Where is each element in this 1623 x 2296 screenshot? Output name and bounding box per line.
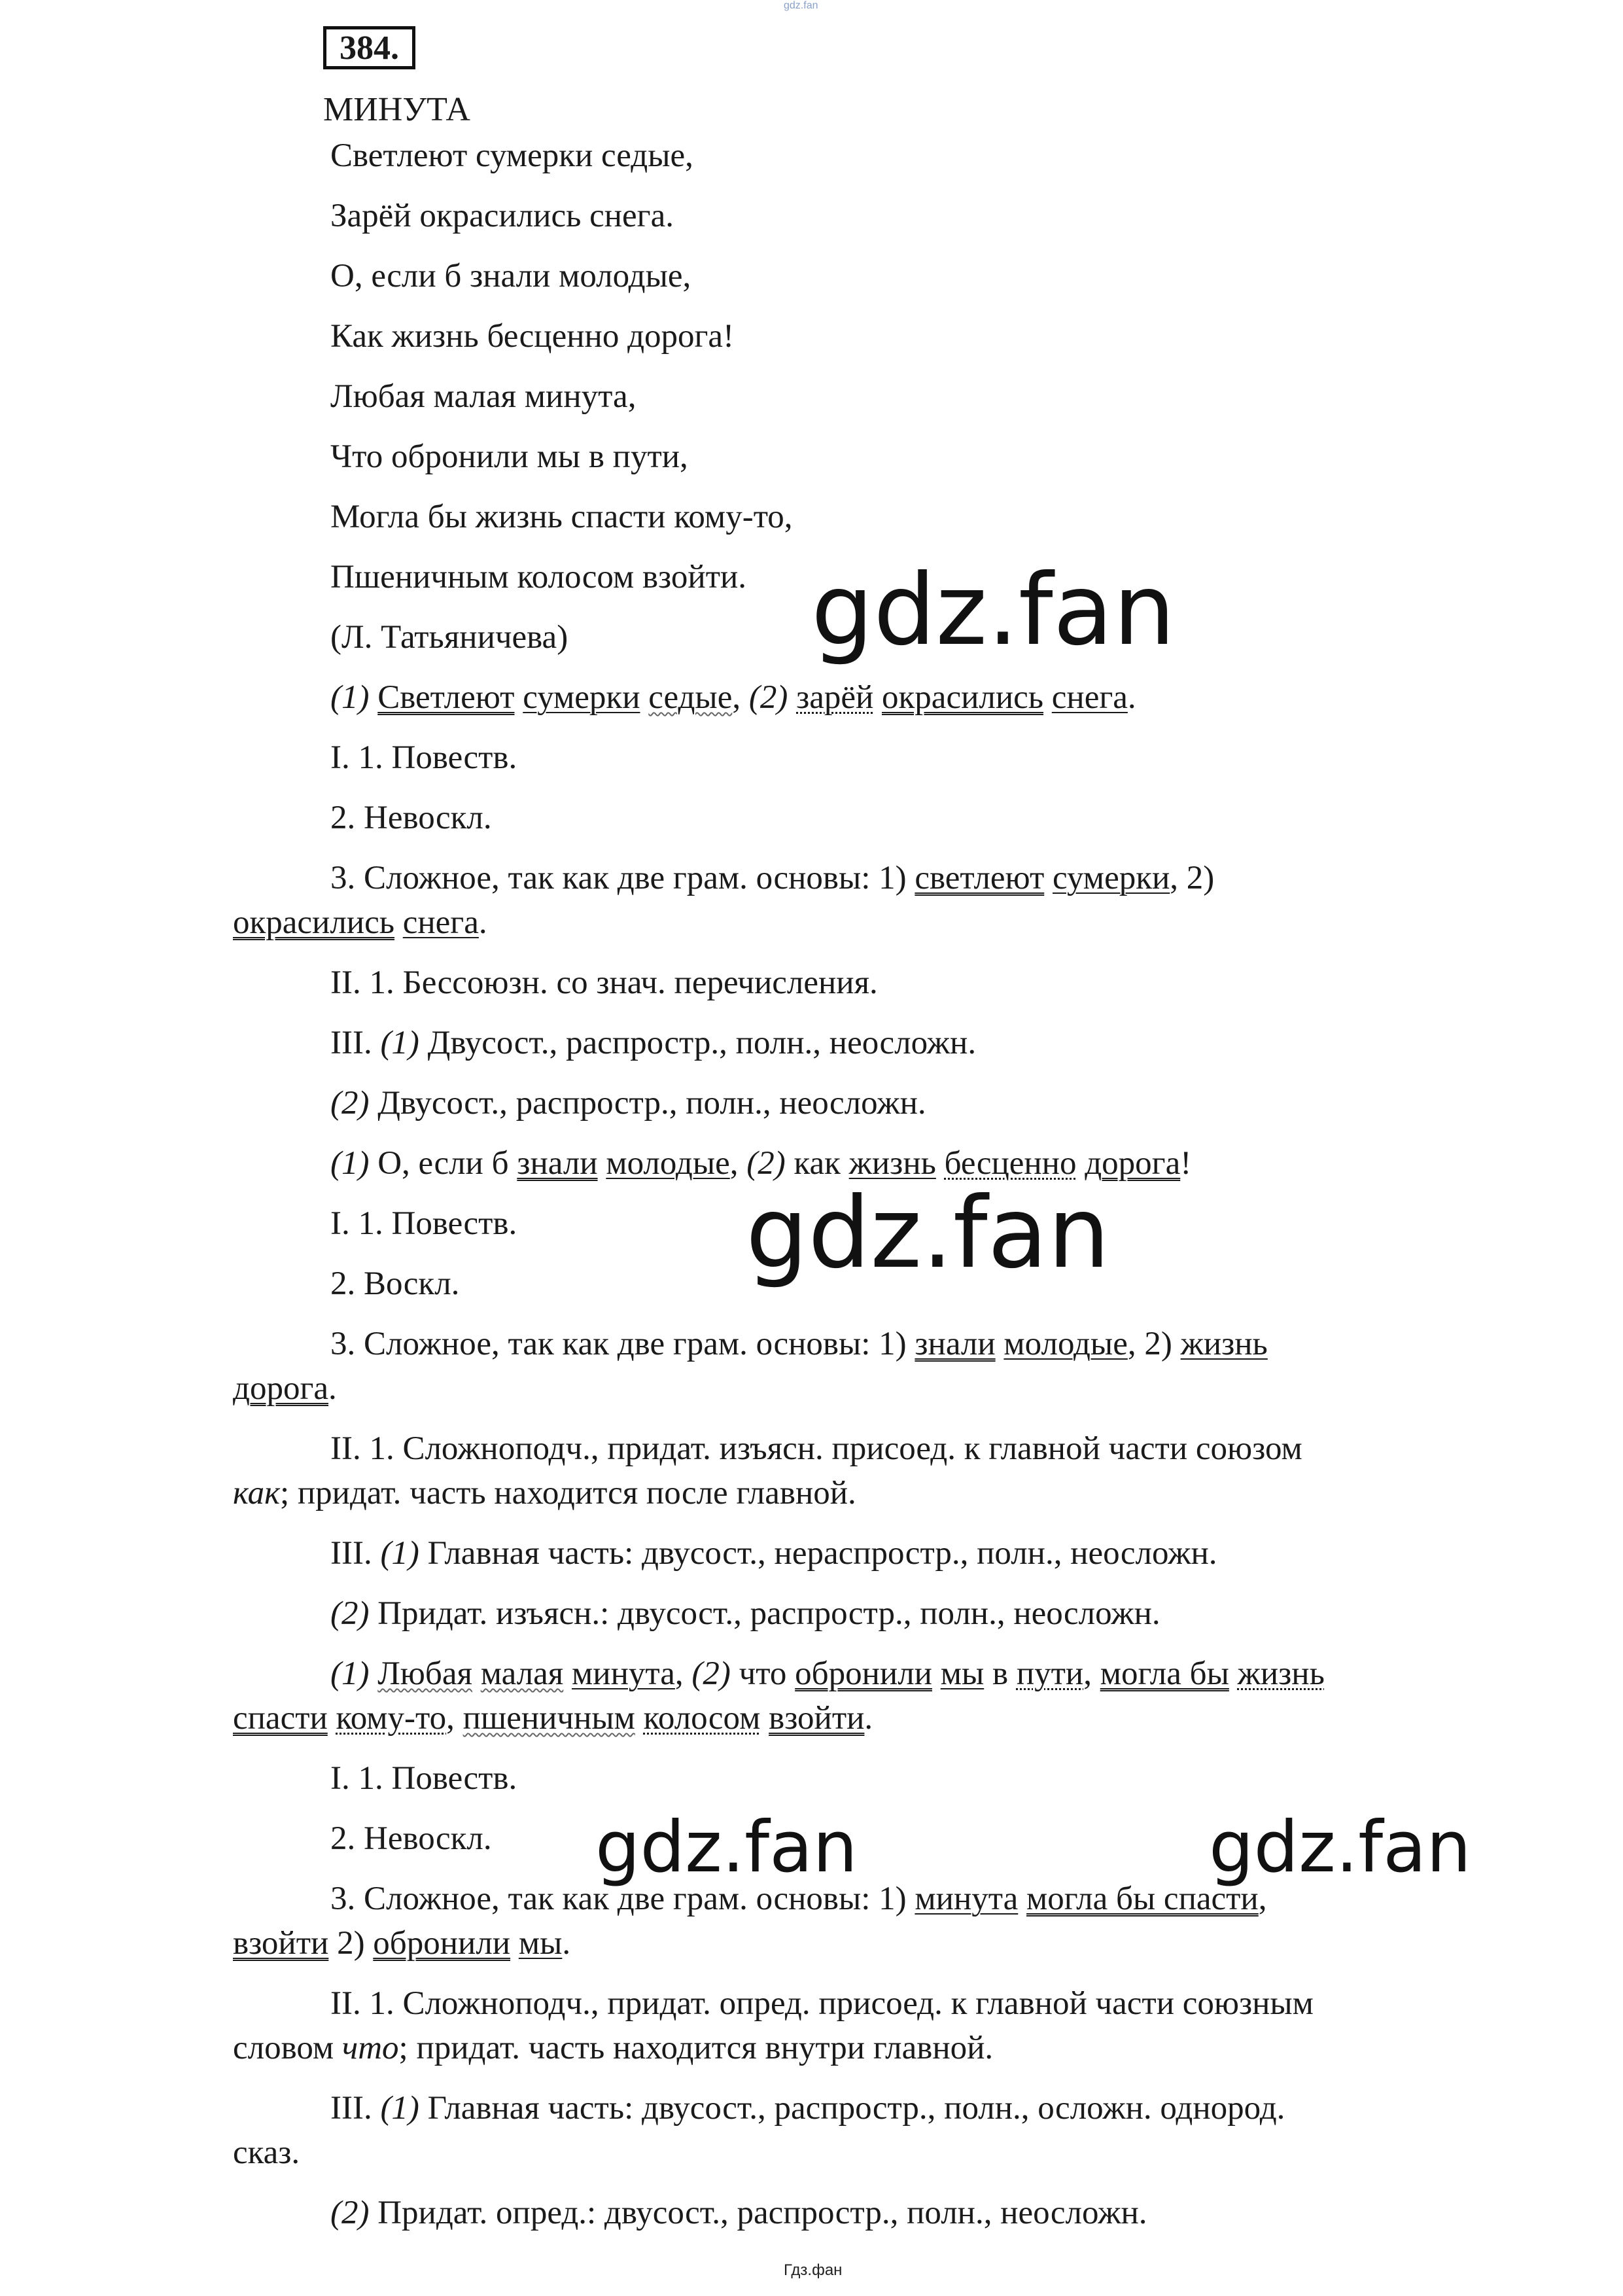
analysis-line: дорога. — [233, 1370, 337, 1407]
exercise-number: 384. — [323, 26, 415, 69]
analysis-line: III. (1) Главная часть: двусост., нераспростр., полн., неосложн. — [330, 1535, 1217, 1572]
watermark: gdz.fan — [746, 1176, 1110, 1290]
analysis-line: I. 1. Повеств. — [330, 1760, 517, 1797]
analysis-line: словом что; придат. часть находится внутри главной. — [233, 2030, 994, 2066]
poem-line: О, если б знали молодые, — [330, 258, 691, 294]
poem-line: Пшеничным колосом взойти. — [330, 559, 747, 595]
analysis-line: I. 1. Повеств. — [330, 739, 517, 776]
analysis-line: III. (1) Двусост., распростр., полн., неосложн. — [330, 1025, 977, 1061]
analysis-line: I. 1. Повеств. — [330, 1205, 517, 1242]
watermark: gdz.fan — [595, 1807, 858, 1888]
sentence-2: (1) О, если б знали молодые, (2) как жизнь бесценно дорога! — [330, 1145, 1192, 1182]
poem-line: Могла бы жизнь спасти кому-то, — [330, 499, 793, 535]
analysis-line: 2. Воскл. — [330, 1265, 460, 1302]
analysis-line: II. 1. Бессоюзн. со знач. перечисления. — [330, 964, 878, 1001]
analysis-line: 2. Невоскл. — [330, 1820, 492, 1857]
analysis-line: II. 1. Сложноподч., придат. опред. присоед. к главной части союзным — [330, 1985, 1314, 2022]
poem-line: Любая малая минута, — [330, 378, 637, 415]
sentence-1: (1) Светлеют сумерки седые, (2) зарёй окрасились снега. — [330, 679, 1136, 716]
analysis-line: (2) Придат. изъясн.: двусост., распростр., полн., неосложн. — [330, 1595, 1161, 1632]
poem-line: Светлеют сумерки седые, — [330, 137, 693, 174]
analysis-line: окрасились снега. — [233, 904, 487, 941]
analysis-line: сказ. — [233, 2134, 300, 2171]
analysis-line: III. (1) Главная часть: двусост., распростр., полн., осложн. однород. — [330, 2090, 1285, 2127]
analysis-line: взойти 2) обронили мы. — [233, 1925, 571, 1962]
poem-line: Что обронили мы в пути, — [330, 438, 688, 475]
poem-author: (Л. Татьяничева) — [330, 619, 568, 656]
analysis-line: 3. Сложное, так как две грам. основы: 1) знали молодые, 2) жизнь — [330, 1326, 1268, 1362]
sentence-3: (1) Любая малая минута, (2) что обронили мы в пути, могла бы жизнь — [330, 1655, 1325, 1692]
analysis-line: 3. Сложное, так как две грам. основы: 1) минута могла бы спасти, — [330, 1881, 1267, 1917]
footer-label: Гдз.фан — [784, 2261, 843, 2279]
analysis-line: 2. Невоскл. — [330, 800, 492, 836]
poem-line: Как жизнь бесценно дорога! — [330, 318, 735, 355]
analysis-line: (2) Двусост., распростр., полн., неосложн. — [330, 1085, 926, 1122]
poem-line: Зарёй окрасились снега. — [330, 198, 674, 234]
watermark: gdz.fan — [811, 554, 1176, 667]
analysis-line: (2) Придат. опред.: двусост., распростр., полн., неосложн. — [330, 2195, 1147, 2231]
analysis-line: как; придат. часть находится после главной. — [233, 1475, 856, 1511]
watermark: gdz.fan — [1209, 1807, 1471, 1888]
header-label: gdz.fan — [784, 0, 818, 11]
analysis-line: 3. Сложное, так как две грам. основы: 1) светлеют сумерки, 2) — [330, 860, 1215, 896]
poem-title: МИНУТА — [323, 91, 470, 128]
sentence-3-cont: спасти кому-то, пшеничным колосом взойти. — [233, 1700, 873, 1737]
analysis-line: II. 1. Сложноподч., придат. изъясн. присоед. к главной части союзом — [330, 1430, 1302, 1467]
